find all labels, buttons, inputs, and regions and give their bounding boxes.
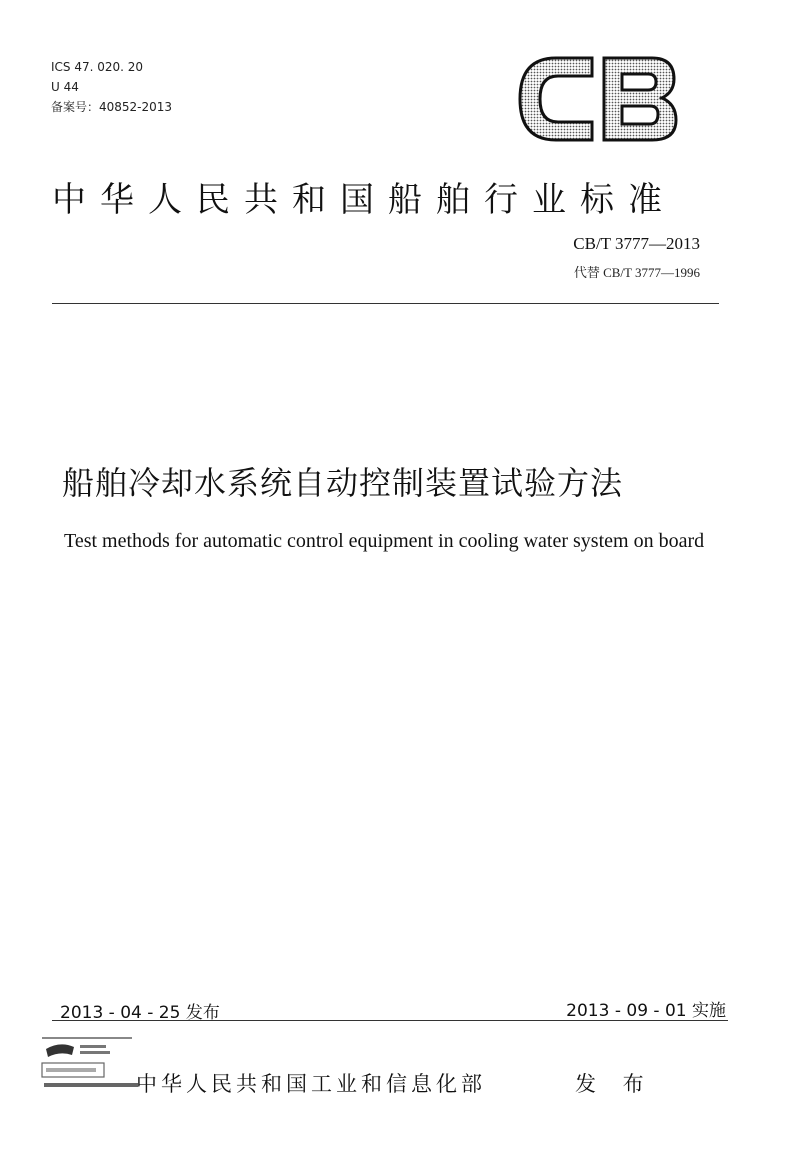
document-title-english: Test methods for automatic control equipment in cooling water system on board xyxy=(64,530,705,552)
publish-label: 发 布 xyxy=(575,1072,654,1096)
issue-date: 2013 - 04 - 25 发布 xyxy=(60,1003,220,1023)
document-title-chinese: 船舶冷却水系统自动控制装置试验方法 xyxy=(62,464,624,502)
footer-divider xyxy=(52,1020,728,1021)
cb-logo xyxy=(512,50,680,148)
header-divider xyxy=(52,303,719,304)
replaces-standard: 代替 CB/T 3777—1996 xyxy=(573,265,700,280)
record-number: 备案号：40852-2013 xyxy=(51,100,173,114)
ics-code: ICS 47. 020. 20 xyxy=(51,60,144,74)
issuing-authority: 中华人民共和国工业和信息化部 xyxy=(136,1072,486,1096)
ccs-code: U 44 xyxy=(51,80,79,94)
standard-number: CB/T 3777—2013 xyxy=(573,234,700,253)
industry-standard-title: 中华人民共和国船舶行业标准 xyxy=(52,180,676,220)
publisher-stamp-image xyxy=(40,1033,140,1095)
meta-block xyxy=(51,57,172,117)
implementation-date: 2013 - 09 - 01 实施 xyxy=(566,1001,726,1021)
